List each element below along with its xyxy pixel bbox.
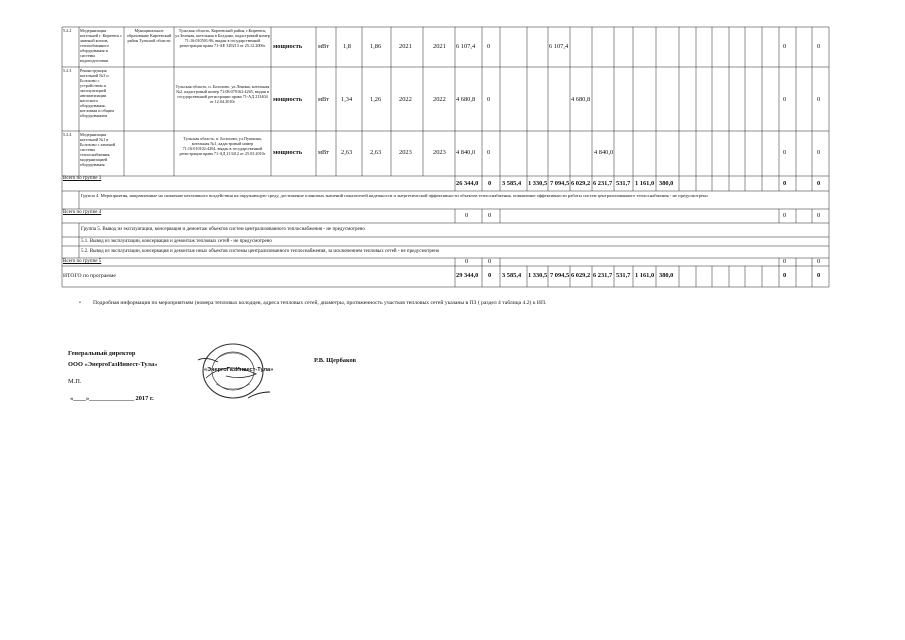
row-year-end: 2021: [433, 43, 446, 50]
row-zero: 0: [487, 96, 491, 103]
group3-value: 7 094,5: [550, 180, 570, 187]
row-value-1: 1,34: [341, 96, 353, 103]
row-unit: мВт: [318, 96, 330, 103]
group3-value: 531,7: [616, 180, 631, 187]
program-value: 6 029,2: [571, 272, 591, 279]
row-customer: Муниципальное образование Киреевский район Тульской области: [126, 28, 173, 43]
bullet-icon: •: [79, 300, 81, 306]
program-value: 531,7: [616, 272, 631, 279]
group5-total-label: Всего по группе 5: [63, 259, 102, 264]
group3-value: 380,0: [659, 180, 674, 187]
row-customer: [125, 132, 173, 175]
program-value: 7 094,5: [550, 272, 570, 279]
group4-zero-2: 0: [488, 212, 492, 219]
group3-value: 1 330,5: [528, 180, 548, 187]
row-end-1: 0: [783, 43, 787, 50]
group3-value: 6 231,7: [593, 180, 613, 187]
row-value-1: 2,63: [341, 149, 353, 156]
row-year-start: 2022: [399, 96, 412, 103]
row-value-2: 1,26: [370, 96, 382, 103]
row-year-end: 2022: [433, 96, 446, 103]
row-number: 5.2.2: [63, 28, 72, 33]
group4-total-label: Всего по группе 4: [63, 210, 102, 215]
row-end-2: 0: [817, 43, 821, 50]
row-extra: 6 107,4: [549, 43, 569, 50]
group5-zero-1: 0: [465, 258, 469, 265]
signer-company: ООО «ЭнергоГазИнвест-Тула»: [68, 361, 158, 368]
group3-total-label: Всего по группе 3: [63, 176, 102, 181]
row-year-start: 2021: [399, 43, 412, 50]
row-name: Модернизация котельной №1 в Болохово с заменой системы теплоснабжения, модернизацией оборудования: [80, 132, 117, 167]
group3-value: 26 344,0: [456, 180, 479, 187]
program-value: 380,0: [659, 272, 674, 279]
row-param: мощность: [273, 96, 303, 103]
signer-name: Р.В. Щербаков: [314, 357, 357, 364]
signer-position: Генеральный директор: [68, 350, 136, 357]
row-value-2: 1,86: [370, 43, 382, 50]
row-name: Модернизация котельной г. Киреевск с заменой котлов, теплообменного оборудования и системы водоподготовки: [80, 28, 124, 63]
row-unit: мВт: [318, 149, 330, 156]
group4-zero-1: 0: [465, 212, 469, 219]
group5-sub2: 5.2. Вывод из эксплуатации, консервация и демонтаж иных объектов системы централизованного теплоснабжения, за исключением тепловых сетей - не предусмотрено: [81, 249, 440, 254]
group4-end-1: 0: [783, 212, 787, 219]
row-name: Реконструкция котельной №3 п. Болохово с устройством и эксплуатацией автоматизации насосного оборудования, котловым и общим оборудованием: [80, 68, 115, 118]
row-year-end: 2023: [433, 149, 446, 156]
row-unit: мВт: [318, 43, 330, 50]
footnote: Подробная информация по мероприятиям (номера тепловых колодцев, адреса тепловых сетей, диаметры, протяженность участков тепловых сетей указаны в ПЗ ( раздел 4 таблица 4.2) к ИП.: [93, 300, 547, 306]
program-value: 6 231,7: [593, 272, 613, 279]
row-end-1: 0: [783, 149, 787, 156]
group4-title: Группа 4. Мероприятия, направленные на снижение негативного воздействия на окружающую среду, достижение плановых значений показателей надежности и энергетической эффективности объектов теплоснабжения, повышение эффективности работы систем централизованного теплоснабжения - не предусмотрено: [81, 193, 708, 198]
row-zero: 0: [487, 149, 491, 156]
row-number: 5.2.4: [63, 132, 72, 137]
row-location: Тульская область, п. Болохово, ул.Пушкина, котельная №1, кадастровый номер 71:16:010102:4264, выдан в государственной регистрации права 71-АД 213412 от 25.03.2010г: [179, 136, 266, 156]
program-value: 1 161,0: [635, 272, 655, 279]
row-extra: 4 680,8: [571, 96, 591, 103]
row-location: Тульская область, п. Болохово, ул.Ленина, котельная №2, кадастровый номер 71:08:070162:4265, выдан в государственной регистрации права 71-АД 213404 от 12.04.2010г: [175, 84, 271, 104]
row-zero: 0: [487, 43, 491, 50]
row-total: 4 680,8: [456, 96, 476, 103]
stamp-place-label: М.П.: [68, 378, 82, 385]
row-extra: 4 840,0: [594, 149, 614, 156]
group3-end-2: 0: [817, 180, 821, 187]
group3-value: 6 029,2: [571, 180, 591, 187]
row-total: 4 840,0: [456, 149, 476, 156]
group5-sub1: 5.1. Вывод из эксплуатации, консервация и демонтаж тепловых сетей - не предусмотрено: [81, 239, 272, 244]
program-value: 1 330,5: [528, 272, 548, 279]
row-end-2: 0: [817, 96, 821, 103]
row-value-1: 1,8: [343, 43, 351, 50]
program-end-1: 0: [783, 272, 787, 279]
row-number: 5.2.3: [63, 68, 72, 73]
row-year-start: 2023: [399, 149, 412, 156]
group3-value: 1 161,0: [635, 180, 655, 187]
program-value: 29 344,0: [456, 272, 479, 279]
row-param: мощность: [273, 149, 303, 156]
row-customer: [125, 68, 173, 130]
row-end-1: 0: [783, 96, 787, 103]
group5-end-2: 0: [817, 258, 821, 265]
group3-end-1: 0: [783, 180, 787, 187]
stamp-text: «ЭнергоГазИнвест-Тула»: [204, 367, 274, 373]
program-value: 0: [488, 272, 492, 279]
row-total: 6 107,4: [456, 43, 476, 50]
group4-end-2: 0: [817, 212, 821, 219]
row-end-2: 0: [817, 149, 821, 156]
program-value: 3 585,4: [502, 272, 522, 279]
group3-value: 3 585,4: [502, 180, 522, 187]
row-param: мощность: [273, 43, 303, 50]
group5-title: Группа 5. Вывод из эксплуатации, консервация и демонтаж объектов систем централизованного теплоснабжения - не предусмотрено: [81, 227, 365, 232]
row-location: Тульская область, Киреевский район, г.Киреевск, ул.Зеленая, котельная в Болдино, кадастровый номер 71:16:010501:96, выдан в государственной регистрации права 71-АЕ 329213 от 25.12.2006г: [175, 28, 271, 48]
group3-value: 0: [488, 180, 492, 187]
group5-end-1: 0: [783, 258, 787, 265]
group5-zero-2: 0: [488, 258, 492, 265]
row-value-2: 2,63: [370, 149, 382, 156]
program-end-2: 0: [817, 272, 821, 279]
program-total-label: ИТОГО по программе: [63, 273, 116, 279]
signature-date: «____»______________ 2017 г.: [70, 395, 154, 402]
